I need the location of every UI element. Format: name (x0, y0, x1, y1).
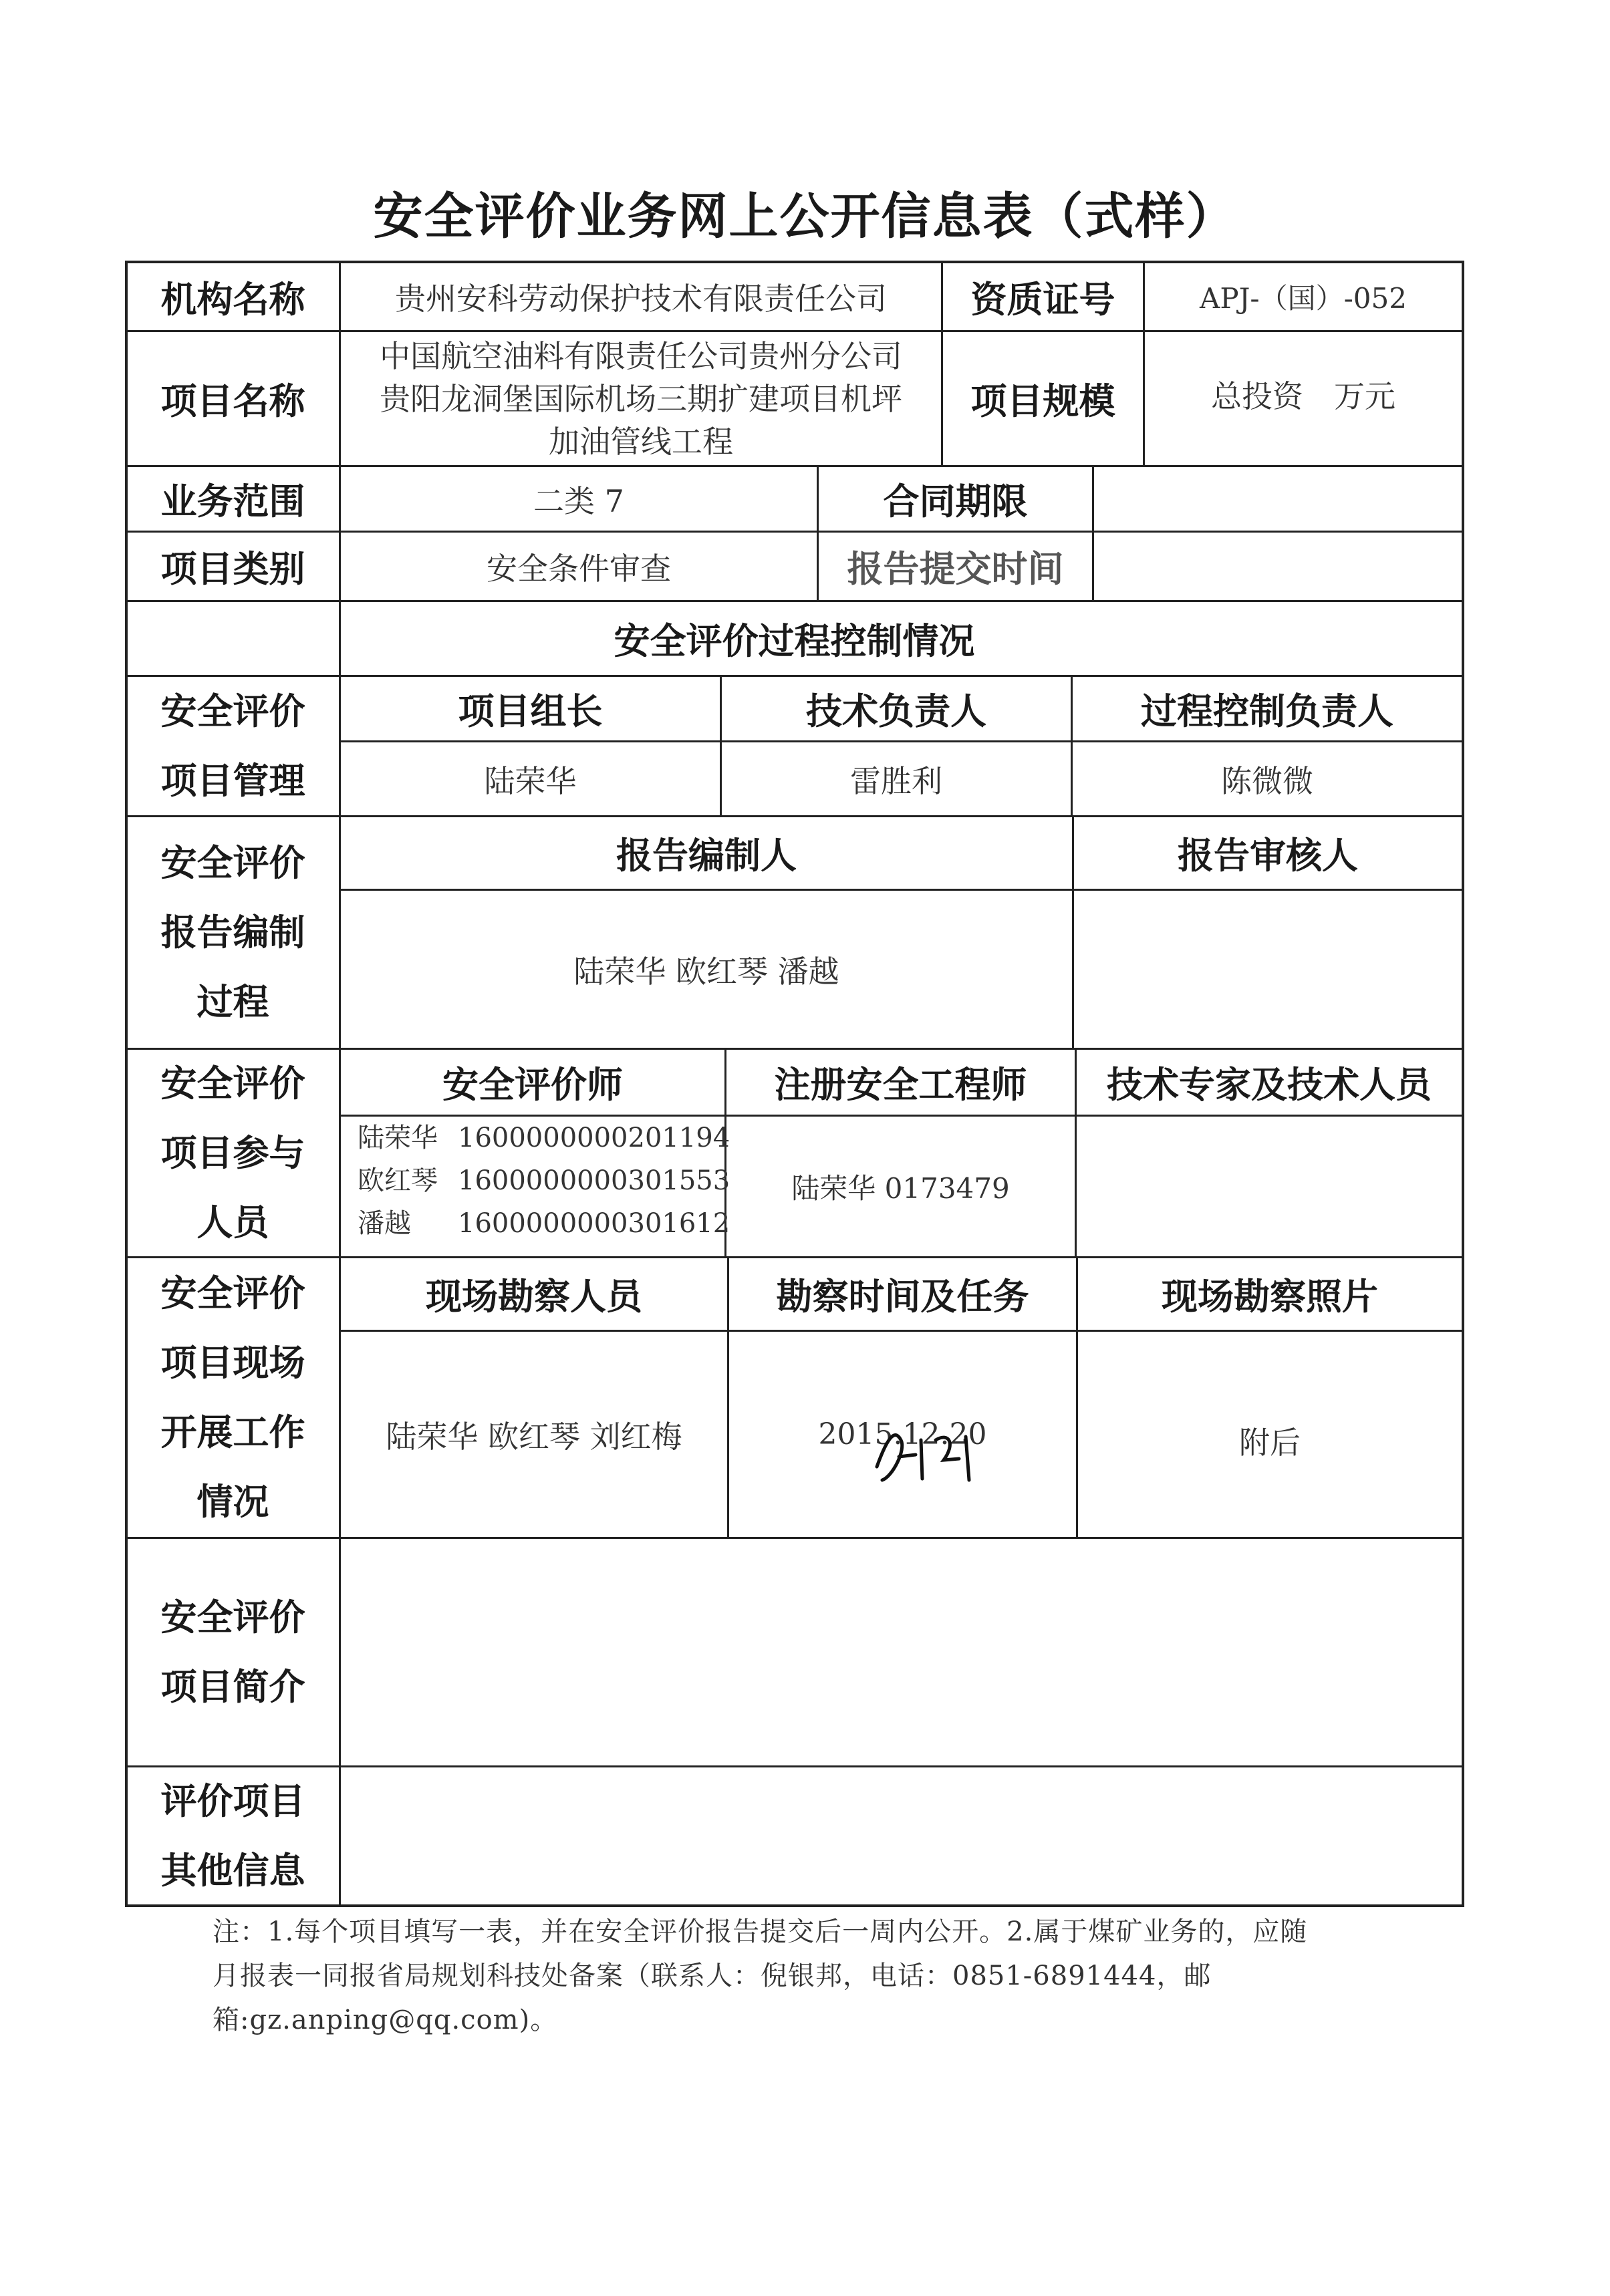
report-compile-label-line: 报告编制 (160, 911, 305, 954)
section-title: 安全评价过程控制情况 (614, 620, 975, 662)
intro-label-line: 项目简介 (160, 1665, 305, 1708)
report-compiler-header: 报告编制人 (616, 835, 797, 877)
field-work-label-line: 安全评价 (160, 1272, 305, 1314)
project-scale-label: 项目规模 (970, 380, 1115, 422)
participants-label (127, 1050, 339, 1256)
report-submit-time-value (1094, 533, 1462, 600)
field-staff-header: 现场勘察人员 (426, 1276, 642, 1318)
report-reviewer-value (1074, 891, 1462, 1048)
participants-label-line: 项目参与 (160, 1131, 305, 1174)
footnote-line: 箱:gz.anping@qq.com)。 (213, 2005, 558, 2035)
report-submit-time-label: 报告提交时间 (847, 548, 1064, 590)
page-title: 安全评价业务网上公开信息表（式样） (373, 188, 1237, 245)
other-info-label-line: 评价项目 (160, 1779, 305, 1822)
report-compile-label-line: 安全评价 (160, 841, 305, 884)
evaluator-list (351, 1117, 730, 1256)
contract-period-value (1094, 467, 1462, 531)
org-name-value: 贵州安科劳动保护技术有限责任公司 (395, 281, 887, 317)
contract-period-label: 合同期限 (883, 480, 1028, 523)
evaluator-id: 1600000000201194 (458, 1123, 730, 1153)
other-info-label (127, 1767, 339, 1904)
report-compiler-value: 陆荣华 欧红琴 潘越 (573, 953, 839, 990)
project-name-line: 贵阳龙洞堡国际机场三期扩建项目机坪 (380, 380, 902, 417)
field-staff-value: 陆荣华 欧红琴 刘红梅 (386, 1418, 682, 1455)
field-work-label-line: 情况 (196, 1480, 269, 1523)
management-header-process: 过程控制负责人 (1141, 690, 1393, 732)
other-info-value (341, 1767, 1462, 1904)
participants-label-line: 人员 (196, 1201, 269, 1244)
evaluator-row (358, 1202, 730, 1245)
intro-label-line: 安全评价 (160, 1596, 305, 1638)
field-work-label-line: 项目现场 (160, 1341, 305, 1384)
qualification-value: APJ-（国）-052 (1200, 282, 1407, 315)
intro-value (341, 1539, 1462, 1765)
project-name-label: 项目名称 (160, 380, 305, 422)
footnote-line: 月报表一同报省局规划科技处备案（联系人：倪银邦，电话：0851-6891444，邮 (213, 1961, 1212, 1991)
engineer-value: 陆荣华 0173479 (791, 1171, 1010, 1205)
business-scope-value: 二类 7 (533, 482, 624, 519)
field-photos-header: 现场勘察照片 (1162, 1276, 1378, 1318)
engineer-header: 注册安全工程师 (774, 1064, 1027, 1106)
project-name-line: 中国航空油料有限责任公司贵州分公司 (380, 337, 902, 374)
field-time-value: 2015.12.20 (818, 1417, 987, 1451)
participants-label-line: 安全评价 (160, 1062, 305, 1105)
footnote (213, 1910, 1436, 2042)
management-process-value: 陈微微 (1221, 762, 1313, 799)
management-label-line: 安全评价 (160, 690, 305, 732)
field-time-header: 勘察时间及任务 (776, 1276, 1029, 1318)
evaluator-name: 欧红琴 (358, 1165, 438, 1196)
handwritten-date-mark (869, 1420, 982, 1487)
evaluator-header: 安全评价师 (442, 1064, 623, 1106)
evaluator-row (358, 1117, 730, 1159)
experts-value (1077, 1117, 1462, 1256)
business-scope-label: 业务范围 (160, 480, 305, 523)
intro-label (127, 1539, 339, 1765)
evaluator-id: 1600000000301553 (458, 1165, 730, 1196)
field-work-label (127, 1258, 339, 1537)
project-name-line: 加油管线工程 (549, 423, 733, 460)
footnote-line: 注：1.每个项目填写一表，并在安全评价报告提交后一周内公开。2.属于煤矿业务的，应随 (213, 1916, 1308, 1947)
report-compile-label (127, 817, 339, 1048)
project-category-label: 项目类别 (160, 548, 305, 590)
management-leader-value: 陆荣华 (484, 762, 577, 799)
experts-header: 技术专家及技术人员 (1107, 1064, 1432, 1106)
evaluator-id: 1600000000301612 (458, 1208, 730, 1239)
other-info-label-line: 其他信息 (160, 1849, 305, 1892)
project-name-value (341, 332, 941, 465)
evaluator-row (358, 1159, 730, 1202)
management-header-leader: 项目组长 (458, 690, 603, 732)
management-header-tech: 技术负责人 (806, 690, 986, 732)
management-label (127, 677, 339, 815)
evaluator-name: 潘越 (358, 1208, 411, 1239)
project-category-value: 安全条件审查 (487, 550, 671, 587)
field-work-label-line: 开展工作 (160, 1411, 305, 1453)
evaluator-name: 陆荣华 (358, 1123, 438, 1153)
management-label-line: 项目管理 (160, 759, 305, 802)
org-name-label: 机构名称 (160, 278, 305, 321)
project-scale-value: 总投资 万元 (1211, 378, 1395, 414)
report-compile-label-line: 过程 (196, 980, 269, 1023)
qualification-label: 资质证号 (970, 278, 1115, 321)
report-reviewer-header: 报告审核人 (1178, 835, 1358, 877)
management-tech-value: 雷胜利 (850, 762, 942, 799)
field-photos-value: 附后 (1239, 1425, 1301, 1461)
